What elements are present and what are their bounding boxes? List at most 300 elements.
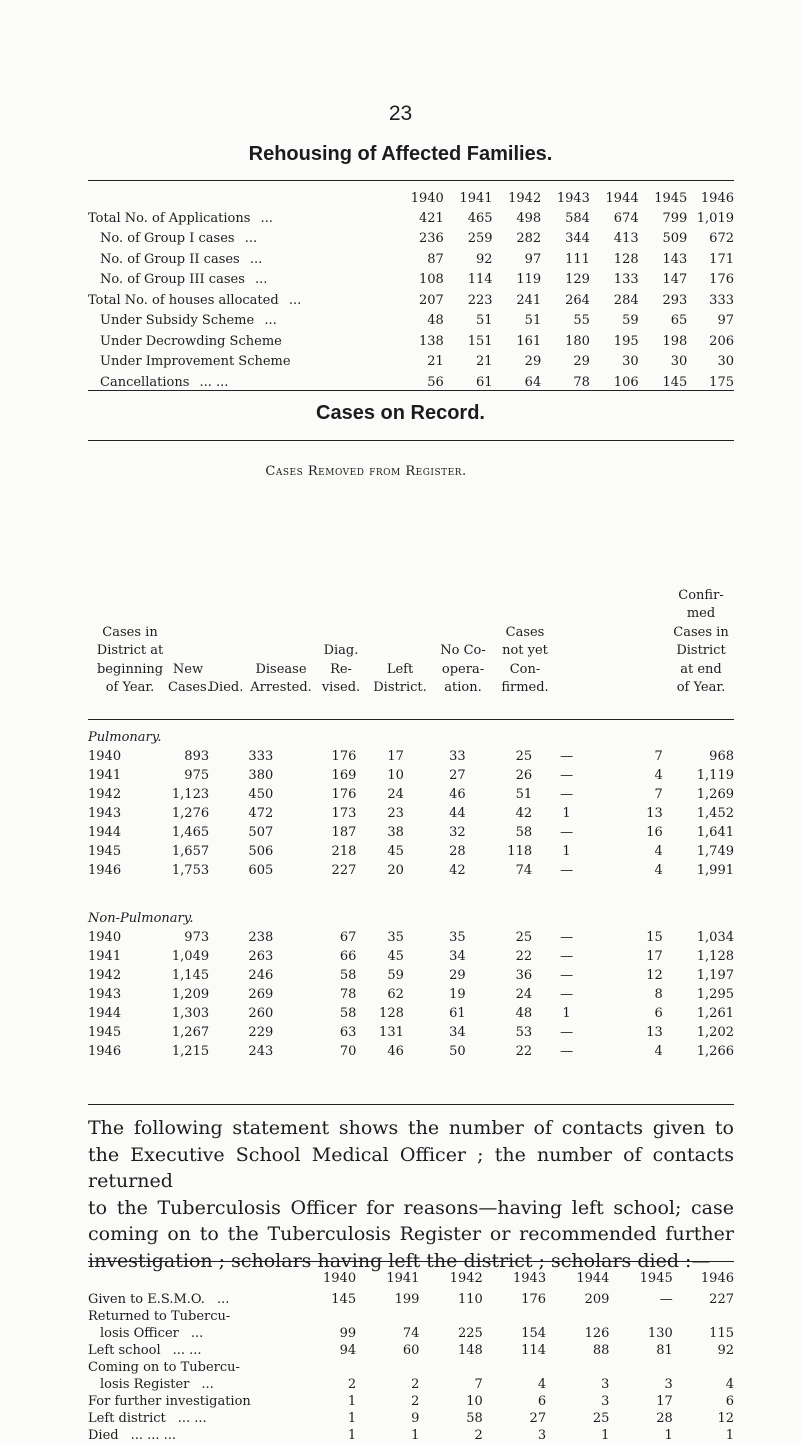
cases-cell: 32 [449, 825, 466, 840]
cases-cell: 15 [646, 930, 663, 945]
cases-cell: 973 [184, 930, 210, 945]
cases-row [88, 966, 734, 985]
contacts-row-label-text: losis Register [100, 1377, 190, 1392]
contacts-cell: 199 [394, 1292, 420, 1307]
rehousing-cell: 498 [516, 210, 542, 226]
contacts-cell: 94 [339, 1343, 357, 1358]
cases-year-cell: 1942 [88, 787, 122, 802]
cases-cell: — [560, 968, 574, 983]
rehousing-cell: 21 [427, 354, 444, 370]
cases-cell: 27 [449, 768, 466, 783]
cases-year-cell: 1942 [88, 968, 122, 983]
contacts-cell: 58 [466, 1411, 483, 1426]
cases-cell: 8 [654, 987, 663, 1002]
contacts-row-label-cell [88, 1410, 297, 1427]
header-line: Confir- [678, 587, 724, 603]
leader-dots: ... [255, 272, 268, 288]
contacts-row-label: Returned to Tubercu- [88, 1309, 231, 1324]
header-line: Cases [505, 624, 545, 640]
rehousing-row [88, 208, 734, 229]
contacts-cell: 9 [411, 1411, 420, 1426]
cases-cell: 1,657 [171, 844, 210, 859]
cases-year-cell: 1946 [88, 863, 122, 878]
rehousing-cell: 674 [613, 210, 639, 226]
rehousing-cell: 282 [516, 231, 542, 247]
cases-cell: 128 [379, 1006, 404, 1021]
contacts-cell: 81 [656, 1343, 673, 1358]
contacts-cell: 60 [402, 1343, 420, 1358]
cases-cell: 58 [515, 825, 533, 840]
contacts-cell: 3 [664, 1377, 673, 1392]
rehousing-cell: 171 [709, 251, 734, 267]
cases-cell: 42 [515, 806, 533, 821]
cases-cell: 22 [515, 1044, 533, 1059]
header-line: of Year. [105, 680, 155, 695]
cases-cell: 29 [449, 968, 466, 983]
cases-cell: 78 [339, 987, 357, 1002]
rehousing-year-header: 1944 [605, 190, 639, 206]
cases-cell: 42 [449, 863, 466, 878]
cases-cell: 227 [331, 863, 357, 878]
rehousing-row-label [88, 311, 395, 332]
cases-cell: 70 [339, 1044, 357, 1059]
contacts-cell: 1 [725, 1428, 734, 1443]
rehousing-row-label [88, 229, 395, 250]
header-line: med [686, 606, 716, 621]
cases-year-cell: 1941 [88, 768, 122, 783]
cases-header [88, 446, 734, 718]
contacts-year-row [88, 1266, 734, 1291]
cases-cell: 4 [654, 844, 663, 859]
rehousing-cell: 344 [565, 231, 590, 247]
contacts-cell: 2 [347, 1377, 357, 1392]
rehousing-row [88, 249, 734, 270]
cases-cell: 20 [387, 863, 404, 878]
rehousing-cell: 97 [717, 313, 734, 329]
cases-cell: 25 [515, 930, 533, 945]
rehousing-cell: 111 [565, 251, 590, 267]
contacts-cell: 227 [709, 1292, 734, 1307]
cases-row [88, 1042, 734, 1061]
rehousing-cell: 151 [467, 333, 493, 349]
header-line: No Co- [440, 643, 486, 658]
cases-cell: 1,119 [696, 768, 734, 783]
contacts-label-header [88, 1266, 297, 1291]
rehousing-year-header: 1942 [508, 190, 542, 206]
contacts-cell: 2 [411, 1394, 420, 1409]
cases-cell: 6 [654, 1006, 663, 1021]
cases-row [88, 985, 734, 1004]
cases-cell: 38 [387, 825, 404, 840]
rehousing-cell: 97 [524, 251, 542, 267]
leader-dots: ... [249, 251, 263, 267]
cases-cell: — [560, 930, 574, 945]
contacts-year-header: 1940 [323, 1271, 357, 1286]
cases-cell: 24 [387, 787, 404, 802]
contacts-cell: 3 [601, 1394, 610, 1409]
contacts-cell: 1 [347, 1394, 357, 1409]
rehousing-cell: 206 [709, 333, 734, 349]
rehousing-cell: 1,019 [696, 210, 734, 226]
cases-cell: 26 [515, 768, 533, 783]
header-line: ation. [444, 680, 482, 695]
cases-cell: 1,261 [696, 1006, 734, 1021]
rehousing-cell: 133 [613, 272, 639, 288]
cases-cell: 13 [646, 806, 663, 821]
contacts-cell: 115 [709, 1326, 734, 1341]
contacts-cell: 114 [521, 1343, 547, 1358]
cases-title: Cases on Record. [316, 402, 485, 424]
cases-cell: 333 [248, 749, 274, 764]
header-line: Cases in [673, 624, 729, 640]
header-line: District at [96, 643, 164, 658]
rehousing-row-label [88, 352, 395, 373]
cases-cell: 23 [387, 806, 404, 821]
cases-cell: 269 [248, 987, 274, 1002]
contacts-cell: 27 [529, 1411, 547, 1426]
cases-cell: — [560, 749, 574, 764]
rehousing-cell: 119 [516, 272, 542, 288]
cases-cell: 229 [248, 1025, 274, 1040]
cases-cell: 33 [449, 749, 466, 764]
cases-cell: 187 [331, 825, 357, 840]
rehousing-cell: 51 [475, 313, 493, 329]
rehousing-title: Rehousing of Affected Families. [248, 143, 553, 165]
rehousing-year-row [88, 188, 734, 208]
contacts-cell: 4 [537, 1377, 547, 1392]
cases-cell: 44 [449, 806, 466, 821]
contacts-cell: 25 [592, 1411, 610, 1426]
cases-table [88, 727, 734, 1061]
rehousing-table [88, 188, 734, 393]
cases-cell: — [560, 863, 574, 878]
cases-cell: 1,465 [171, 825, 210, 840]
cases-cell: 975 [184, 768, 210, 783]
rehousing-row [88, 311, 734, 332]
contacts-row-continued [88, 1359, 734, 1376]
rehousing-row [88, 290, 734, 311]
leader-dots: ... [260, 210, 273, 226]
cases-year-cell: 1945 [88, 844, 122, 859]
leader-dots: ... ... [177, 1411, 207, 1426]
cases-row [88, 842, 734, 861]
rehousing-cell: 59 [622, 313, 639, 329]
rehousing-cell: 672 [709, 231, 734, 247]
cases-row [88, 928, 734, 947]
cases-cell: 1,123 [171, 787, 210, 802]
rehousing-year-header: 1946 [700, 190, 734, 206]
cases-cell: 58 [339, 1006, 357, 1021]
cases-cell: 893 [184, 749, 210, 764]
rehousing-cell: 145 [662, 374, 688, 390]
contacts-row [88, 1376, 734, 1393]
cases-bottom-rule [88, 1104, 734, 1105]
rehousing-row-label-text: No. of Group I cases [100, 231, 235, 247]
cases-row [88, 785, 734, 804]
rehousing-cell: 284 [613, 292, 639, 308]
rehousing-cell: 51 [524, 313, 542, 329]
rehousing-cell: 223 [467, 292, 493, 308]
rehousing-top-rule [88, 180, 734, 181]
cases-cell: 4 [654, 863, 663, 878]
header-line: beginning [96, 661, 164, 677]
cases-row [88, 1023, 734, 1042]
rehousing-cell: 21 [475, 354, 493, 370]
cases-cell: 17 [387, 749, 404, 764]
contacts-cell: 1 [601, 1428, 610, 1443]
contacts-cell: 4 [725, 1377, 734, 1392]
cases-cell: 380 [248, 768, 274, 783]
header-line: Arrested. [250, 680, 312, 695]
cases-cell: 1,753 [171, 863, 210, 878]
contacts-row [88, 1325, 734, 1342]
rehousing-cell: 143 [662, 251, 688, 267]
contacts-row-label-text: losis Officer [100, 1326, 179, 1341]
contacts-row [88, 1291, 734, 1308]
cases-year-cell: 1940 [88, 930, 122, 945]
leader-dots: ... [264, 313, 277, 329]
cases-cell: 63 [339, 1025, 357, 1040]
rehousing-row-label-text: No. of Group II cases [100, 251, 240, 267]
rehousing-cell: 180 [565, 333, 590, 349]
cases-year-cell: 1946 [88, 1044, 122, 1059]
rehousing-row [88, 229, 734, 250]
cases-cell: 263 [248, 949, 274, 964]
cases-cell: 59 [387, 968, 404, 983]
rehousing-cell: 29 [524, 354, 542, 370]
paragraph-line: to the Tuberculosis Officer for reasons—having left school; case [88, 1196, 734, 1219]
contacts-cell: 1 [411, 1428, 420, 1443]
cases-cell: 4 [654, 768, 663, 783]
cases-cell: 10 [387, 768, 404, 783]
cases-cell: 1,749 [696, 844, 734, 859]
rehousing-cell: 241 [516, 292, 542, 308]
rehousing-cell: 413 [613, 231, 639, 247]
contacts-cell: 12 [717, 1411, 734, 1426]
rehousing-year-header: 1940 [410, 190, 444, 206]
cases-cell: 24 [515, 987, 533, 1002]
cases-cell: 173 [331, 806, 357, 821]
contacts-cell: 74 [402, 1326, 420, 1341]
rehousing-label-header [88, 188, 395, 208]
leader-dots: ... [190, 1326, 204, 1341]
rehousing-cell: 138 [418, 333, 444, 349]
contacts-year-header: 1945 [639, 1271, 673, 1286]
rehousing-cell: 29 [573, 354, 590, 370]
cases-cell: 7 [654, 787, 663, 802]
header-line: Re- [330, 661, 352, 677]
rehousing-row [88, 331, 734, 352]
contacts-cell: 225 [457, 1326, 483, 1341]
rehousing-cell: 236 [418, 231, 444, 247]
contacts-table [88, 1266, 734, 1444]
rehousing-cell: 147 [662, 272, 688, 288]
header-line: opera- [441, 661, 485, 677]
cases-cell: 1,991 [696, 863, 734, 878]
header-line: Disease [255, 661, 307, 677]
contacts-cell: 1 [664, 1428, 673, 1443]
cases-cell: 1,049 [171, 949, 210, 964]
cases-row [88, 861, 734, 880]
header-line: New [172, 661, 204, 677]
contacts-cell: 6 [725, 1394, 734, 1409]
rehousing-cell: 30 [670, 354, 688, 370]
contacts-cell: 3 [537, 1428, 547, 1443]
contacts-cell: 209 [584, 1292, 610, 1307]
leader-dots: ... [288, 292, 302, 308]
contacts-row-label-text: For further investigation [88, 1394, 251, 1409]
paragraph-line: investigation ; scholars having left the district ; scholars died :— [88, 1249, 711, 1272]
cases-cell: 34 [449, 1025, 466, 1040]
rehousing-row [88, 352, 734, 373]
header-line: Diag. [323, 643, 359, 658]
rehousing-cell: 106 [613, 374, 639, 390]
leader-dots: ... ... [199, 374, 229, 390]
rehousing-cell: 108 [418, 272, 444, 288]
contacts-cell: 110 [457, 1292, 483, 1307]
contacts-top-rule [88, 1261, 734, 1262]
rehousing-cell: 195 [613, 333, 639, 349]
cases-cell: 16 [646, 825, 663, 840]
rehousing-cell: 207 [418, 292, 444, 308]
cases-cell: 62 [387, 987, 404, 1002]
contacts-cell: 6 [537, 1394, 547, 1409]
rehousing-cell: 333 [709, 292, 734, 308]
contacts-cell: 2 [411, 1377, 420, 1392]
cases-cell: 61 [449, 1006, 466, 1021]
cases-cell: 169 [331, 768, 357, 783]
rehousing-cell: 584 [565, 210, 590, 226]
contacts-cell: 28 [656, 1411, 673, 1426]
cases-cell: — [560, 787, 574, 802]
contacts-paragraph [88, 1115, 734, 1274]
cases-section-label: Pulmonary. [88, 730, 162, 745]
rehousing-cell: 175 [709, 374, 734, 390]
leader-dots: ... [216, 1292, 230, 1307]
cases-cell: 1,276 [171, 806, 210, 821]
contacts-year-header: 1942 [449, 1271, 483, 1286]
cases-cell: — [560, 1025, 574, 1040]
rehousing-year-header: 1941 [459, 190, 493, 206]
cases-cell: 46 [449, 787, 466, 802]
cases-cell: — [560, 768, 574, 783]
contacts-row-label-text: Left district [88, 1411, 166, 1426]
cases-cell: 7 [654, 749, 663, 764]
rehousing-row-label [88, 331, 395, 352]
cases-year-cell: 1945 [88, 1025, 122, 1040]
cases-row [88, 1004, 734, 1023]
rehousing-row-label-text: Under Improvement Scheme [100, 354, 291, 370]
cases-cell: 1,202 [696, 1025, 734, 1040]
rehousing-cell: 421 [418, 210, 444, 226]
cases-cell: 450 [248, 787, 274, 802]
rehousing-cell: 293 [662, 292, 688, 308]
cases-cell: 74 [515, 863, 533, 878]
header-line: Cases in [102, 624, 158, 640]
header-line: Died. [208, 680, 244, 695]
cases-cell: 34 [449, 949, 466, 964]
header-line: firmed. [501, 680, 549, 695]
header-line: vised. [321, 680, 361, 695]
rehousing-year-header: 1943 [556, 190, 590, 206]
rehousing-row-label-text: No. of Group III cases [100, 272, 245, 288]
contacts-row-label-cell [88, 1325, 297, 1342]
contacts-cell: 148 [457, 1343, 483, 1358]
contacts-row [88, 1410, 734, 1427]
cases-cell: 67 [339, 930, 357, 945]
cases-cell: — [560, 987, 574, 1002]
cases-cell: 1,641 [696, 825, 734, 840]
cases-cell: 243 [248, 1044, 274, 1059]
cases-cell: 35 [387, 930, 404, 945]
cases-top-rule [88, 440, 734, 441]
cases-cell: 50 [449, 1044, 466, 1059]
contacts-year-header: 1943 [513, 1271, 547, 1286]
cases-cell: 53 [515, 1025, 533, 1040]
paragraph-line: the Executive School Medical Officer ; the number of contacts returned [88, 1143, 734, 1192]
rehousing-cell: 64 [524, 374, 542, 390]
cases-cell: 4 [654, 1044, 663, 1059]
page-number: 23 [388, 102, 413, 125]
cases-year-cell: 1941 [88, 949, 122, 964]
rehousing-cell: 509 [662, 231, 688, 247]
rehousing-row-label [88, 208, 395, 229]
cases-row [88, 947, 734, 966]
cases-row [88, 766, 734, 785]
cases-cell: 1,269 [696, 787, 734, 802]
cases-cell: 260 [248, 1006, 274, 1021]
rehousing-cell: 264 [565, 292, 590, 308]
contacts-year-header: 1946 [700, 1271, 734, 1286]
cases-cell: 176 [331, 787, 357, 802]
header-line: Cases. [168, 680, 211, 695]
cases-cell: 1,145 [171, 968, 210, 983]
cases-cell: 1 [562, 1006, 571, 1021]
cases-year-cell: 1944 [88, 1006, 122, 1021]
rehousing-row-label-text: Total No. of houses allocated [88, 292, 279, 308]
rehousing-cell: 65 [670, 313, 688, 329]
contacts-cell: 2 [474, 1428, 483, 1443]
cases-section-label: Non-Pulmonary. [88, 911, 194, 926]
rehousing-row-label-text: Total No. of Applications [88, 210, 251, 226]
rehousing-cell: 465 [467, 210, 493, 226]
cases-cell: 246 [248, 968, 274, 983]
contacts-cell: 176 [521, 1292, 547, 1307]
rehousing-row-label-text: Under Decrowding Scheme [100, 333, 282, 349]
rehousing-cell: 92 [475, 251, 493, 267]
cases-cell: 25 [515, 749, 533, 764]
cases-cell: — [560, 825, 574, 840]
cases-cell: 131 [379, 1025, 404, 1040]
rehousing-row-label-text: Cancellations [100, 374, 190, 390]
cases-cell: 472 [248, 806, 274, 821]
cases-cell: 1,303 [171, 1006, 210, 1021]
contacts-cell: 3 [601, 1377, 610, 1392]
cases-cell: 1,034 [696, 930, 734, 945]
rehousing-row [88, 270, 734, 291]
cases-cell: 1 [562, 806, 571, 821]
contacts-cell: 1 [347, 1411, 357, 1426]
contacts-cell: — [659, 1292, 673, 1307]
contacts-cell: 145 [331, 1292, 357, 1307]
cases-cell: 22 [515, 949, 533, 964]
rehousing-cell: 48 [427, 313, 444, 329]
contacts-cell: 99 [339, 1326, 357, 1341]
rehousing-bottom-rule [88, 390, 734, 391]
cases-row [88, 823, 734, 842]
cases-cell: — [560, 949, 574, 964]
contacts-cell: 130 [647, 1326, 673, 1341]
